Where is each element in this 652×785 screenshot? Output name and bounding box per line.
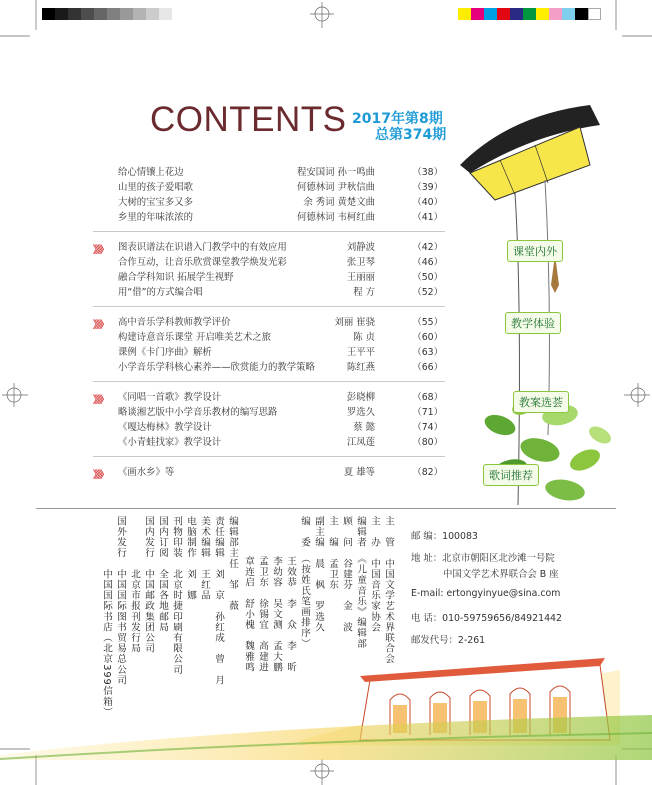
toc-entry-page: （55）: [412, 317, 443, 328]
masthead-column: 电脑制作 刘 娜: [185, 516, 196, 601]
toc-entry[interactable]: [118, 421, 443, 435]
toc-entry-author: 余 秀词 黄楚文曲: [303, 197, 375, 208]
toc-entry[interactable]: [118, 211, 443, 225]
toc-entry[interactable]: [118, 241, 443, 255]
toc-entry-page: （60）: [412, 332, 443, 343]
section-tag-lyrics: 歌词推荐: [483, 464, 539, 486]
toc-entry-page: （74）: [412, 422, 443, 433]
toc-entry-author: 陈 贞: [353, 332, 375, 343]
toc-entry[interactable]: [118, 361, 443, 375]
toc-entry-page: （40）: [412, 197, 443, 208]
toc-entry-author: 江凤莲: [346, 437, 375, 448]
arrow-marker: 》》》: [93, 320, 107, 331]
masthead-column: 顾 问 谷建芬 金 波: [341, 516, 352, 633]
toc-entry[interactable]: [118, 331, 443, 345]
toc-entry-author: 王丽丽: [346, 272, 375, 283]
toc-entry-author: 彭晓柳: [346, 392, 375, 403]
toc-entry-title: 《嘎达梅林》教学设计: [118, 422, 212, 433]
lantern-vine-illustration: [440, 105, 630, 510]
toc-entry[interactable]: [118, 436, 443, 450]
toc-entry-page: （42）: [412, 242, 443, 253]
masthead-column: 国外发行 中国国际图书贸易总公司: [115, 516, 126, 686]
toc-entry-author: 何德林词 韦柯红曲: [297, 212, 375, 223]
toc-entry-author: 何德林词 尹秋信曲: [297, 182, 375, 193]
toc-entry-title: 给心情镶上花边: [118, 167, 184, 178]
toc-entry[interactable]: [118, 391, 443, 405]
masthead-column: 编辑者 《儿童音乐》编辑部: [355, 516, 366, 649]
toc-entry-page: （50）: [412, 272, 443, 283]
section-divider: [93, 306, 445, 307]
toc-entry[interactable]: [118, 286, 443, 300]
masthead-column: 美术编辑 王红品: [199, 516, 210, 601]
arrow-marker: 》》》: [93, 245, 107, 256]
toc-entry-author: 刘静波: [346, 242, 375, 253]
toc-entry-page: （63）: [412, 347, 443, 358]
masthead-column: 编辑部主任 邹 薇: [227, 516, 238, 612]
toc-entry-title: 高中音乐学科教师教学评价: [118, 317, 231, 328]
contents-title: CONTENTS: [150, 100, 347, 139]
arrow-marker: 》》》: [93, 395, 107, 406]
toc-entry-page: （71）: [412, 407, 443, 418]
toc-entry-page: （80）: [412, 437, 443, 448]
toc-entry-title: 合作互动，让音乐欣赏课堂教学焕发光彩: [118, 257, 287, 268]
toc-entry-page: （41）: [412, 212, 443, 223]
toc-entry-author: 夏 雄等: [343, 467, 375, 478]
masthead-column: 孟卫东 徐锡宜 高建进: [257, 556, 268, 673]
bottom-decorative-band: [0, 715, 652, 760]
masthead-column: 国内订阅 全国各地邮局: [157, 516, 168, 633]
toc-entry-title: 构建诗意音乐课堂 开启唯美艺术之旅: [118, 332, 271, 343]
masthead-column: 编 委 （按姓氏笔画排序）: [299, 516, 310, 649]
masthead-column: 主 办 中国音乐家协会: [369, 516, 380, 633]
masthead-column: 王效恭 李 众 李 昕: [285, 556, 296, 673]
toc-entry[interactable]: [118, 196, 443, 210]
section-divider: [93, 456, 445, 457]
toc-entry-page: （66）: [412, 362, 443, 373]
toc-entry-author: 程安国词 孙一鸣曲: [297, 167, 375, 178]
toc-entry-title: 《同唱一首歌》教学设计: [118, 392, 222, 403]
masthead-column: 中国国际书店（北京399信箱）: [101, 516, 112, 718]
toc-entry-author: 陈红燕: [346, 362, 375, 373]
arrow-marker: 》》》: [93, 470, 107, 481]
contact-postcode: 邮 编：100083: [411, 531, 478, 542]
masthead-divider: [36, 508, 616, 509]
toc-entry[interactable]: [118, 466, 443, 480]
toc-entry-author: 蔡 懿: [353, 422, 375, 433]
contact-phone: 电 话：010-59759656/84921442: [411, 613, 562, 624]
toc-entry-page: （39）: [412, 182, 443, 193]
contact-address-building: 中国文学艺术界联合会 B 座: [443, 569, 559, 580]
masthead-column: 刊物印装 北京时捷印刷有限公司: [171, 516, 182, 675]
toc-entry-author: 刘丽 崔骁: [334, 317, 375, 328]
toc-entry-title: 大树的宝宝多又多: [118, 197, 194, 208]
toc-entry-author: 张卫琴: [346, 257, 375, 268]
issue-year: 2017年第8期: [352, 111, 443, 127]
toc-entry-page: （46）: [412, 257, 443, 268]
masthead-column: 章连启 舒小槐 魏雅鸣: [243, 556, 254, 673]
toc-entry-title: 略谈湘艺版中小学音乐教材的编写思路: [118, 407, 278, 418]
toc-entry[interactable]: [118, 181, 443, 195]
masthead-column: 国内发行 中国邮政集团公司: [143, 516, 154, 654]
toc-entry-title: 用“借”的方式编合唱: [118, 287, 203, 298]
toc-entry-title: 山里的孩子爱唱歌: [118, 182, 194, 193]
toc-entry-author: 王平平: [346, 347, 375, 358]
toc-entry-page: （38）: [412, 167, 443, 178]
masthead-column: 李幼容 吴文测 孟大鹏: [271, 556, 282, 673]
masthead-column: 副主编 晨 枫 罗选久: [313, 516, 324, 633]
toc-entry-author: 程 方: [353, 287, 375, 298]
toc-entry-page: （82）: [412, 467, 443, 478]
toc-entry-author: 罗选久: [346, 407, 375, 418]
contact-email[interactable]: E-mail: ertongyinyue@sina.com: [411, 588, 561, 599]
toc-entry-page: （68）: [412, 392, 443, 403]
section-tag-teaching-experience: 教学体验: [505, 312, 561, 334]
toc-entry[interactable]: [118, 406, 443, 420]
contact-mail-code: 邮发代号：2-261: [411, 635, 486, 646]
section-tag-lesson-plans: 教案选荟: [513, 391, 569, 413]
toc-entry[interactable]: [118, 346, 443, 360]
toc-entry-title: 小学音乐学科核心素养——欣赏能力的教学策略: [118, 362, 315, 373]
section-divider: [93, 231, 445, 232]
toc-entry[interactable]: [118, 256, 443, 270]
masthead-column: 主 编 孟卫东: [327, 516, 338, 591]
masthead-column: 北京市报刊发行局: [129, 516, 140, 654]
toc-entry[interactable]: [118, 166, 443, 180]
contact-address: 地 址：北京市朝阳区北沙滩一号院: [411, 553, 555, 564]
toc-entry[interactable]: [118, 271, 443, 285]
toc-entry-title: 《小青蛙找家》教学设计: [118, 437, 222, 448]
section-divider: [93, 381, 445, 382]
section-tag-classroom: 课堂内外: [507, 240, 563, 262]
toc-entry-title: 课例《卡门序曲》解析: [118, 347, 212, 358]
toc-entry[interactable]: [118, 316, 443, 330]
masthead-column: 主 管 中国文学艺术界联合会: [383, 516, 394, 665]
toc-entry-title: 图表识谱法在识谱入门教学中的有效应用: [118, 242, 287, 253]
toc-entry-page: （52）: [412, 287, 443, 298]
toc-entry-title: 《画水乡》等: [118, 467, 175, 478]
toc-entry-title: 融合学科知识 拓展学生视野: [118, 272, 234, 283]
toc-entry-title: 乡里的年味浓浓的: [118, 212, 194, 223]
masthead-column: 责任编辑 刘 京 孙红成 曾 月: [213, 516, 224, 686]
issue-total: 总第374期: [375, 127, 447, 143]
